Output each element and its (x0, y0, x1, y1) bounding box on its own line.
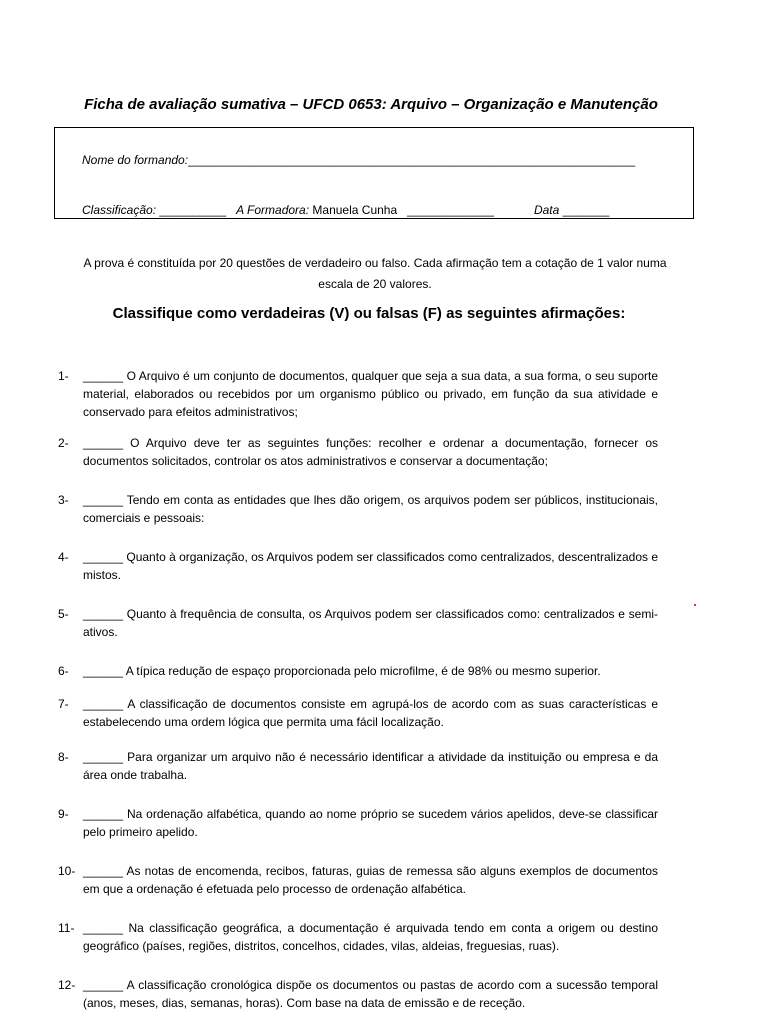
question-text: ______ As notas de encomenda, recibos, faturas, guias de remessa são alguns exemplos de documentos em que a ordenação é efetuada pelo processo de ordenação alfabética. (83, 864, 658, 896)
question-text: ______ A típica redução de espaço proporcionada pelo microfilme, é de 98% ou mesmo superior. (83, 664, 601, 678)
question-item (58, 862, 658, 898)
question-text: ______ Na classificação geográfica, a documentação é arquivada tendo em conta a origem ou destino geográfico (países, regiões, distritos, concelhos, cidades, vilas, aldeias, freguesias, ruas). (83, 921, 658, 953)
page-title: Ficha de avaliação sumativa – UFCD 0653: Arquivo – Organização e Manutenção (84, 96, 658, 113)
question-number: 1- (58, 369, 69, 383)
question-text: ______ A classificação de documentos consiste em agrupá-los de acordo com as suas características e estabelecendo uma ordem lógica que permita uma fácil localização. (83, 697, 658, 729)
question-item (58, 605, 658, 641)
student-name-label: Nome do formando: (82, 153, 189, 167)
question-number: 3- (58, 493, 69, 507)
question-item (58, 805, 658, 841)
question-text: ______ Quanto à organização, os Arquivos podem ser classificados como centralizados, descentralizados e mistos. (83, 550, 658, 582)
trainer-blank: _____________ (407, 203, 494, 217)
intro-text: A prova é constituída por 20 questões de verdadeiro ou falso. Cada afirmação tem a cotação de 1 valor numa escala de 20 valores. (83, 256, 667, 291)
question-text: ______ Para organizar um arquivo não é necessário identificar a atividade da instituição ou empresa e da área onde trabalha. (83, 750, 658, 782)
question-number: 8- (58, 750, 69, 764)
question-text: ______ Quanto à frequência de consulta, os Arquivos podem ser classificados como: centralizados e semi-ativos. (83, 607, 658, 639)
question-number: 10- (58, 864, 76, 878)
question-list (58, 367, 658, 1033)
question-number: 2- (58, 436, 69, 450)
question-item (58, 548, 658, 584)
date-label: Data (533, 203, 560, 217)
date-blank: _______ (562, 203, 610, 217)
question-number: 6- (58, 664, 69, 678)
question-number: 9- (58, 807, 69, 821)
question-text: ______ A classificação cronológica dispõe os documentos ou pastas de acordo com a sucessão temporal (anos, meses, dias, semanas, horas). Com base na data de emissão e de receção. (83, 978, 658, 1010)
question-text: ______ Na ordenação alfabética, quando ao nome próprio se sucedem vários apelidos, deve-se classificar pelo primeiro apelido. (83, 807, 658, 839)
question-text: ______ O Arquivo é um conjunto de documentos, qualquer que seja a sua data, a sua forma, o seu suporte material, elaborados ou recebidos por um organismo público ou privado, em função da sua atividade e conservado para efeitos administrativos; (83, 369, 658, 419)
question-item (58, 434, 658, 470)
question-number: 5- (58, 607, 69, 621)
question-item (58, 695, 658, 731)
trainer-label: A Formadora: (236, 203, 310, 217)
question-text: ______ Tendo em conta as entidades que lhes dão origem, os arquivos podem ser públicos, institucionais, comerciais e pessoais: (83, 493, 658, 525)
question-text: ______ O Arquivo deve ter as seguintes funções: recolher e ordenar a documentação, fornecer os documentos solicitados, controlar os atos administrativos e conservar a documentação; (83, 436, 658, 468)
student-info-box (54, 127, 694, 219)
student-name-blank: ___________________________________________________________________ (188, 153, 636, 167)
classification-label: Classificação: (82, 203, 157, 217)
question-item (58, 976, 658, 1012)
grading-line (82, 203, 609, 217)
trainer-name: Manuela Cunha (312, 203, 398, 217)
instruction-heading: Classifique como verdadeiras (V) ou falsas (F) as seguintes afirmações: (112, 305, 626, 322)
question-item (58, 491, 658, 527)
red-mark (694, 604, 696, 606)
question-item (58, 748, 658, 784)
classification-blank: __________ (159, 203, 227, 217)
question-number: 7- (58, 697, 69, 711)
question-number: 12- (58, 978, 76, 992)
question-number: 11- (58, 921, 75, 935)
question-item (58, 919, 658, 955)
question-item (58, 367, 658, 421)
question-item (58, 662, 658, 680)
question-number: 4- (58, 550, 69, 564)
student-name-line (82, 153, 635, 167)
